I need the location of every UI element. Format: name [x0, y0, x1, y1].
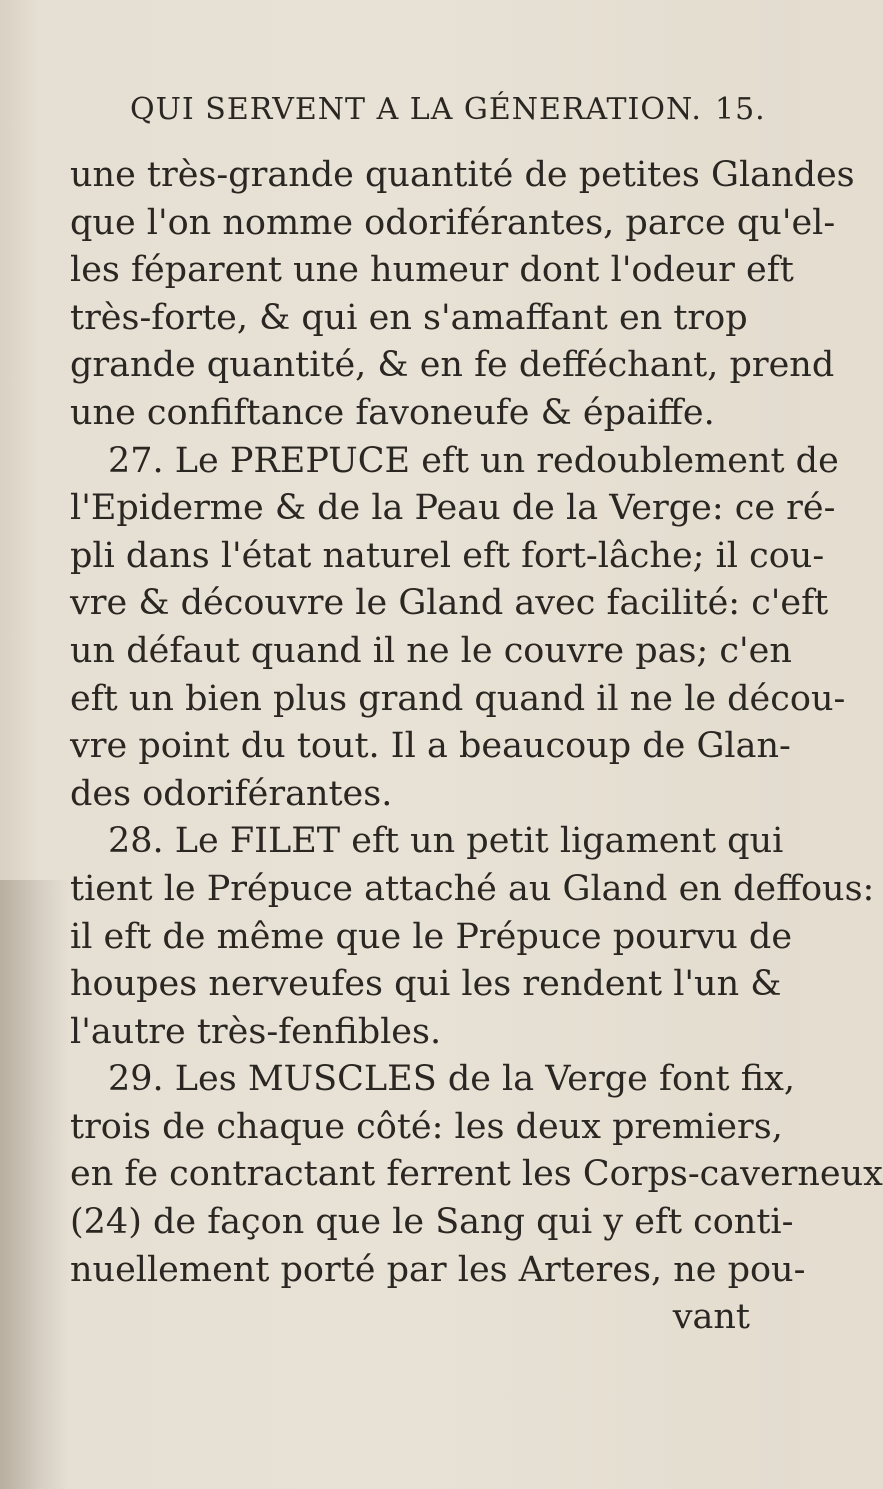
- text-line: trois de chaque côté: les deux premiers,: [70, 1106, 783, 1147]
- text-line: l'Epiderme & de la Peau de la Verge: ce ré-: [70, 488, 836, 529]
- text-line: l'autre très-fenfibles.: [70, 1011, 442, 1052]
- text-line: il eft de même que le Prépuce pourvu de: [70, 916, 793, 957]
- page-number: 15.: [715, 92, 766, 127]
- body-text: [70, 152, 883, 1342]
- text-line: grande quantité, & en fe defféchant, prend: [70, 345, 835, 386]
- paragraph-29-start: 29. Les MUSCLES de la Verge font fix,: [108, 1059, 795, 1100]
- text-line: que l'on nomme odoriférantes, parce qu'el-: [70, 202, 836, 243]
- paragraph-28-start: 28. Le FILET eft un petit ligament qui: [108, 821, 784, 862]
- running-title: QUI SERVENT A LA GÉNERATION.: [130, 92, 702, 127]
- text-line: un défaut quand il ne le couvre pas; c'en: [70, 630, 792, 671]
- running-header: [130, 92, 770, 127]
- text-line: les féparent une humeur dont l'odeur eft: [70, 250, 794, 291]
- text-line: vre point du tout. Il a beaucoup de Glan-: [70, 726, 791, 767]
- paragraph-27-start: 27. Le PREPUCE eft un redoublement de: [108, 440, 839, 481]
- text-line: (24) de façon que le Sang qui y eft conti-: [70, 1202, 794, 1243]
- text-line: houpes nerveufes qui les rendent l'un &: [70, 964, 782, 1005]
- text-line: nuellement porté par les Arteres, ne pou-: [70, 1249, 806, 1290]
- text-line: eft un bien plus grand quand il ne le décou-: [70, 678, 846, 719]
- text-line: tient le Prépuce attaché au Gland en deffous:: [70, 868, 875, 909]
- text-line: très-forte, & qui en s'amaffant en trop: [70, 297, 748, 338]
- text-line: des odoriférantes.: [70, 773, 393, 814]
- text-line: pli dans l'état naturel eft fort-lâche; il cou-: [70, 535, 825, 576]
- text-line: vre & découvre le Gland avec facilité: c'eft: [70, 583, 829, 624]
- text-line: une très-grande quantité de petites Glandes: [70, 155, 855, 195]
- page-edge-shadow: [0, 880, 70, 1489]
- catchword: vant: [672, 1297, 750, 1338]
- text-line: en fe contractant ferrent les Corps-caverneux: [70, 1154, 883, 1195]
- text-line: une confiftance favoneufe & épaiffe.: [70, 392, 715, 433]
